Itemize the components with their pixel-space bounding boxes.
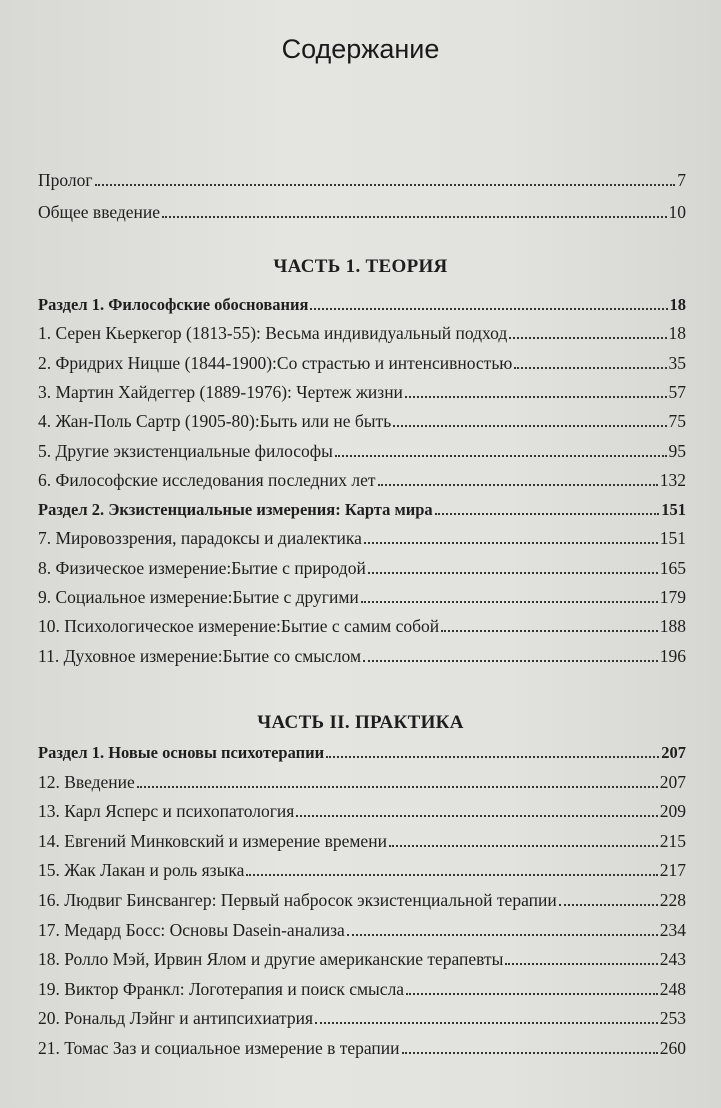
toc-entry-label: 17. Медард Босс: Основы Dasein-анализа: [38, 920, 345, 940]
toc-entry-label: 12. Введение: [38, 772, 135, 792]
toc-entry-label: 19. Виктор Франкл: Логотерапия и поиск смысла: [38, 979, 405, 999]
toc-page-number: 228: [659, 890, 686, 910]
toc-entry-row: [38, 558, 686, 584]
toc-entry-row: [38, 949, 686, 975]
toc-entry-row: [38, 920, 686, 946]
dot-leader: [514, 353, 666, 369]
toc-entry-label: 6. Философские исследования последних лет: [38, 470, 376, 490]
dot-leader: [368, 558, 658, 574]
toc-page-number: 165: [659, 558, 686, 578]
dot-leader: [162, 202, 666, 218]
toc-page-number: 151: [661, 500, 686, 519]
toc-entry-label: 18. Ролло Мэй, Ирвин Ялом и другие американские терапевты: [38, 949, 504, 969]
toc-entry-row: [38, 441, 686, 467]
dot-leader: [326, 742, 659, 758]
toc-entry-row: [38, 1038, 686, 1064]
toc-entry-label: 2. Фридрих Ницше (1844-1900):Со страстью и интенсивностью: [38, 353, 513, 373]
toc-entry-label: Общее введение: [38, 202, 161, 222]
dot-leader: [95, 170, 676, 186]
toc-entry-row: [38, 772, 686, 798]
toc-entry-label: Раздел 2. Экзистенциальные измерения: Карта мира: [38, 500, 433, 519]
toc-entry-label: 16. Людвиг Бинсвангер: Первый набросок экзистенциальной терапии: [38, 890, 557, 910]
part-heading: ЧАСТЬ II. ПРАКТИКА: [257, 712, 464, 733]
toc-page-number: 179: [659, 587, 686, 607]
toc-entry-row: [38, 382, 686, 408]
dot-leader: [315, 1008, 658, 1024]
toc-page-number: 188: [659, 616, 686, 636]
toc-entry-row: [38, 831, 686, 857]
toc-entry-label: 21. Томас Заз и социальное измерение в терапии: [38, 1038, 400, 1058]
toc-entry-label: 9. Социальное измерение:Бытие с другими: [38, 587, 359, 607]
toc-entry-label: 4. Жан-Поль Сартр (1905-80):Быть или не быть: [38, 411, 392, 431]
toc-entry-row: [38, 646, 686, 672]
dot-leader: [559, 890, 658, 906]
dot-leader: [361, 587, 658, 603]
dot-leader: [393, 411, 666, 427]
toc-entry-label: 11. Духовное измерение:Бытие со смыслом: [38, 646, 362, 666]
toc-entry-label: 14. Евгений Минковский и измерение времени: [38, 831, 387, 851]
toc-entry-label: 20. Рональд Лэйнг и антипсихиатрия: [38, 1008, 314, 1028]
toc-section-row: [38, 294, 686, 320]
dot-leader: [405, 382, 667, 398]
toc-page-number: 95: [668, 441, 686, 461]
toc-entry-label: Раздел 1. Философские обоснования: [38, 295, 309, 314]
toc-page-number: 253: [659, 1008, 686, 1028]
toc-entry-row: [38, 470, 686, 496]
toc-entry-label: 1. Серен Кьеркегор (1813-55): Весьма индивидуальный подход: [38, 323, 508, 343]
toc-entry-row: [38, 587, 686, 613]
page-title: Содержание: [281, 34, 440, 64]
dot-leader: [505, 949, 657, 965]
toc-entry-label: 8. Физическое измерение:Бытие с природой: [38, 558, 366, 578]
dot-leader: [378, 470, 658, 486]
dot-leader: [335, 441, 667, 457]
dot-leader: [402, 1038, 658, 1054]
toc-entry-row: [38, 890, 686, 916]
toc-page-number: 57: [668, 382, 686, 402]
toc-entry-row: [38, 170, 686, 196]
toc-entry-label: 7. Мировоззрения, парадоксы и диалектика: [38, 528, 362, 548]
toc-page-number: 196: [659, 646, 686, 666]
toc-entry-row: [38, 1008, 686, 1034]
dot-leader: [347, 920, 658, 936]
toc-entry-row: [38, 616, 686, 642]
dot-leader: [406, 979, 658, 995]
toc-entry-label: 15. Жак Лакан и роль языка: [38, 860, 245, 880]
toc-entry-row: [38, 979, 686, 1005]
toc-page-number: 151: [659, 528, 686, 548]
toc-entry-label: 5. Другие экзистенциальные философы: [38, 441, 333, 461]
toc-page-number: 209: [659, 801, 686, 821]
toc-page-number: 18: [668, 323, 686, 343]
toc-entry-row: [38, 860, 686, 886]
toc-page-number: 215: [659, 831, 686, 851]
toc-page-number: 260: [659, 1038, 686, 1058]
toc-page-number: 217: [659, 860, 686, 880]
dot-leader: [363, 646, 658, 662]
dot-leader: [441, 616, 658, 632]
dot-leader: [364, 528, 658, 544]
toc-page-number: 10: [668, 202, 686, 222]
toc-entry-label: 10. Психологическое измерение:Бытие с самим собой: [38, 616, 440, 636]
toc-page-number: 207: [661, 743, 686, 762]
toc-entry-row: [38, 353, 686, 379]
toc-entry-label: 3. Мартин Хайдеггер (1889-1976): Чертеж жизни: [38, 382, 403, 402]
dot-leader: [509, 323, 666, 339]
toc-entry-row: [38, 411, 686, 437]
dot-leader: [310, 294, 667, 310]
toc-page-number: 7: [677, 170, 686, 190]
toc-page-number: 207: [659, 772, 686, 792]
toc-entry-row: [38, 801, 686, 827]
toc-section-row: [38, 742, 686, 768]
dot-leader: [389, 831, 658, 847]
toc-entry-label: Раздел 1. Новые основы психотерапии: [38, 743, 325, 762]
toc-entry-label: Пролог: [38, 170, 93, 190]
toc-entry-row: [38, 202, 686, 228]
toc-page-number: 248: [659, 979, 686, 999]
part-heading: ЧАСТЬ 1. ТЕОРИЯ: [273, 256, 448, 277]
toc-section-row: [38, 499, 686, 525]
dot-leader: [137, 772, 658, 788]
toc-page-number: 35: [668, 353, 686, 373]
toc-entry-row: [38, 528, 686, 554]
toc-page-number: 18: [669, 295, 686, 314]
toc-entry-label: 13. Карл Ясперс и психопатология: [38, 801, 295, 821]
toc-page-number: 234: [659, 920, 686, 940]
toc-entry-row: [38, 323, 686, 349]
toc-page-number: 75: [668, 411, 686, 431]
dot-leader: [435, 499, 660, 515]
dot-leader: [296, 801, 657, 817]
toc-page-number: 243: [659, 949, 686, 969]
dot-leader: [246, 860, 657, 876]
toc-page-number: 132: [659, 470, 686, 490]
